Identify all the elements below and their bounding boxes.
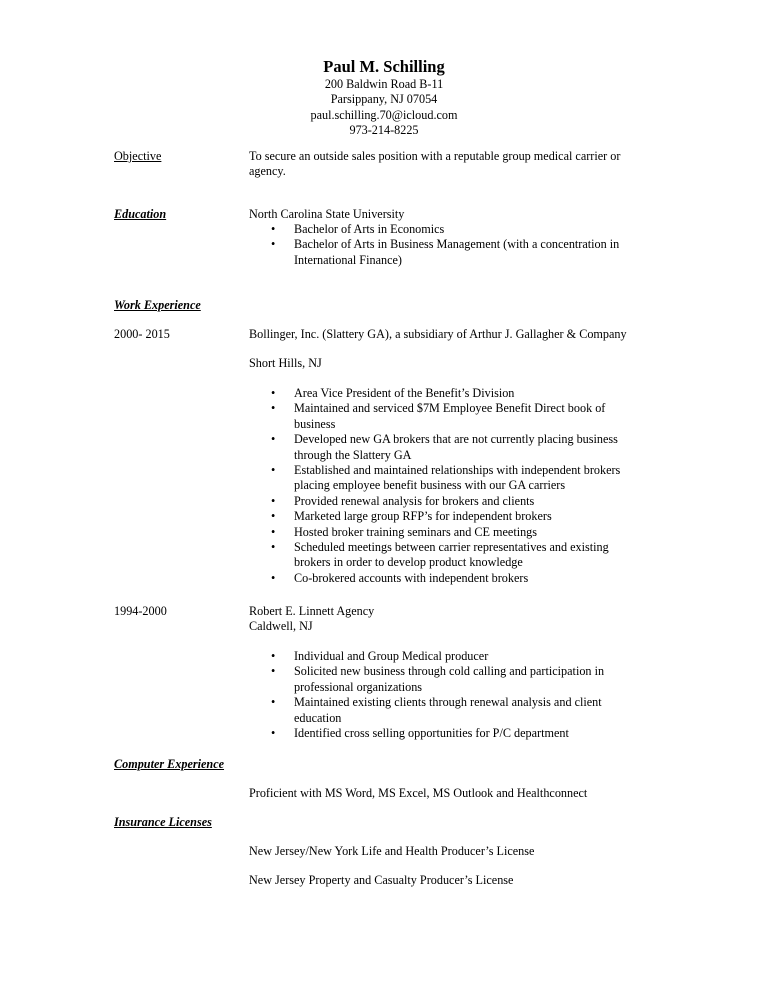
objective-text: To secure an outside sales position with a reputable group medical carrier or agency.: [249, 149, 621, 179]
computer-experience-text: Proficient with MS Word, MS Excel, MS Outlook and Healthconnect: [249, 786, 588, 800]
list-item: • Individual and Group Medical producer: [249, 649, 644, 664]
list-item: • Area Vice President of the Benefit’s Division: [249, 386, 644, 401]
list-item: • Established and maintained relationships with independent brokers placing employee benefit business with our GA carriers: [249, 463, 644, 494]
list-item: • Bachelor of Arts in Business Management (with a concentration in International Finance): [249, 237, 644, 268]
list-item: • Developed new GA brokers that are not currently placing business through the Slattery GA: [249, 432, 644, 463]
email-address: paul.schilling.70@icloud.com: [310, 107, 458, 122]
list-item: • Solicited new business through cold calling and participation in professional organizations: [249, 664, 644, 695]
education-school: North Carolina State University: [249, 207, 405, 221]
job-1-dates: 2000- 2015: [114, 327, 170, 341]
job-2-duties: [249, 649, 644, 741]
address-line-1: 200 Baldwin Road B-11: [324, 77, 444, 91]
list-item: • Co-brokered accounts with independent brokers: [249, 571, 644, 586]
list-item: • Scheduled meetings between carrier representatives and existing brokers in order to develop product knowledge: [249, 540, 644, 571]
job-1-location: Short Hills, NJ: [249, 356, 322, 370]
license-item: New Jersey/New York Life and Health Producer’s License: [249, 844, 535, 858]
list-item: • Marketed large group RFP’s for independent brokers: [249, 509, 644, 524]
education-heading: Education: [114, 207, 167, 221]
candidate-name: Paul M. Schilling: [323, 57, 445, 76]
work-experience-heading: Work Experience: [114, 298, 201, 312]
address-line-2: Parsippany, NJ 07054: [330, 92, 438, 107]
job-2-location: Caldwell, NJ: [249, 619, 313, 633]
list-item: • Provided renewal analysis for brokers and clients: [249, 494, 644, 509]
phone-number: 973-214-8225: [349, 123, 419, 138]
resume-header: [0, 57, 768, 139]
job-2-company: Robert E. Linnett Agency: [249, 604, 375, 618]
job-1-duties: [249, 386, 644, 586]
list-item: • Maintained and serviced $7M Employee Benefit Direct book of business: [249, 401, 644, 432]
education-list: [249, 222, 644, 268]
objective-label: Objective: [114, 149, 162, 163]
job-2-dates: 1994-2000: [114, 604, 167, 618]
list-item: • Hosted broker training seminars and CE meetings: [249, 525, 644, 540]
list-item: • Identified cross selling opportunities for P/C department: [249, 726, 644, 741]
computer-experience-heading: Computer Experience: [114, 757, 225, 771]
insurance-licenses-heading: Insurance Licenses: [114, 815, 212, 829]
list-item: • Bachelor of Arts in Economics: [249, 222, 644, 237]
license-item: New Jersey Property and Casualty Producer’s License: [249, 873, 514, 887]
list-item: • Maintained existing clients through renewal analysis and client education: [249, 695, 644, 726]
job-1-company: Bollinger, Inc. (Slattery GA), a subsidiary of Arthur J. Gallagher & Company: [249, 327, 627, 341]
